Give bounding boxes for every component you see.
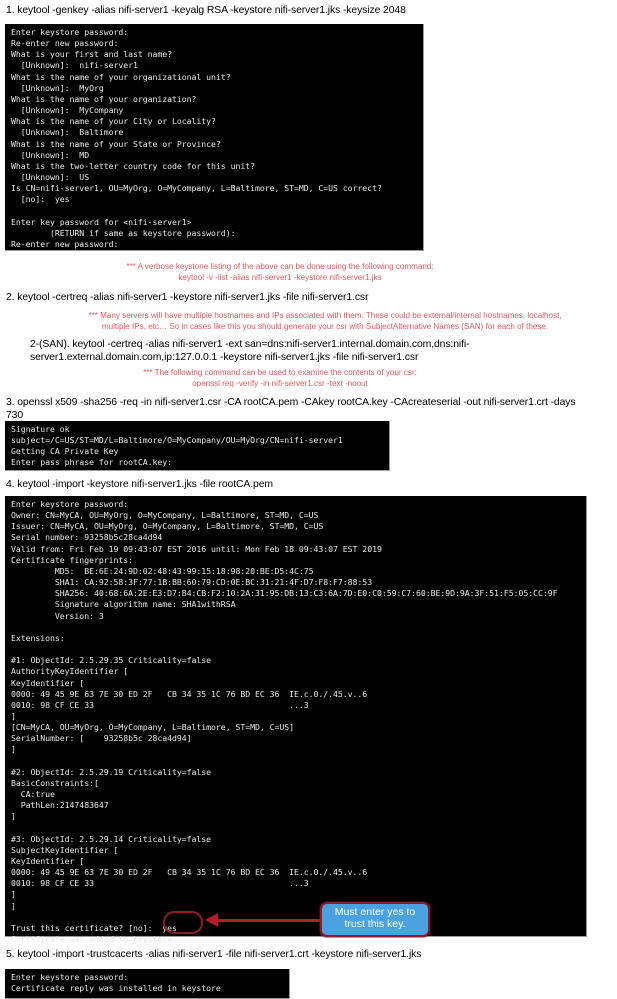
- note-2: [36, 311, 614, 332]
- terminal-line: Enter keystore password:: [11, 27, 129, 37]
- terminal-line: SHA256: 40:68:6A:2E:E3:D7:B4:CB:F2:10:2A:31:95:DB:13:C3:6A:7D:E0:C0:59:C7:60:BE:9D:9A:3F:51:F5:05:CC:9F: [11, 588, 558, 599]
- terminal-line: Is CN=nifi-server1, OU=MyOrg, O=MyCompany, L=Baltimore, ST=MD, C=US correct?: [11, 183, 382, 194]
- terminal-line: SubjectKeyIdentifier [: [11, 844, 119, 855]
- terminal-line: [11, 756, 582, 767]
- note-1: [30, 262, 530, 283]
- terminal-line: ]: [11, 889, 16, 900]
- note-1-line-1: *** A verbose keystone listing of the above can be done using the following command:: [126, 262, 434, 271]
- terminal-line: 0000: 49 45 9E 63 7E 30 ED 2F CB 34 35 1C 76 BD EC 36 IE.c.0./.45.v..6: [11, 867, 368, 878]
- step-5-command-heading: [0, 948, 617, 961]
- terminal-line: Owner: CN=MyCA, OU=MyOrg, O=MyCompany, L=Baltimore, ST=MD, C=US: [11, 510, 319, 521]
- callout-arrow-head: [205, 913, 218, 927]
- terminal-line: [11, 206, 419, 217]
- terminal-line: #1: ObjectId: 2.5.29.35 Criticality=false: [11, 655, 212, 666]
- terminal-line: [11, 823, 582, 834]
- terminal-line: What is the name of your City or Locality?: [11, 116, 216, 127]
- terminal-line: Re-enter new password:: [11, 238, 119, 249]
- terminal-line: #2: ObjectId: 2.5.29.19 Criticality=false: [11, 766, 212, 777]
- terminal-line: Signature ok: [11, 424, 70, 434]
- terminal-line: Extensions:: [11, 632, 65, 643]
- terminal-line: [Unknown]: MyOrg: [11, 82, 104, 93]
- step-2-command-text: 2. keytool -certreq -alias nifi-server1 -keystore nifi-server1.jks -file nifi-server1.csr: [6, 292, 369, 303]
- terminal-line: [Unknown]: Baltimore: [11, 127, 124, 138]
- terminal-line: What is the name of your organizational unit?: [11, 71, 231, 82]
- callout-arrow-shaft: [218, 919, 321, 922]
- step-3-command-text: 3. openssl x509 -sha256 -req -in nifi-server1.csr -CA rootCA.pem -CAkey rootCA.key -CAcreateserial -out nifi-server1.crt -days 730: [6, 397, 576, 421]
- step-4-command-text: 4. keytool -import -keystore nifi-server1.jks -file rootCA.pem: [6, 479, 273, 490]
- step-1-command-text: 1. keytool -genkey -alias nifi-server1 -keyalg RSA -keystore nifi-server1.jks -keysize 2048: [6, 5, 406, 16]
- terminal-line: 0010: 98 CF CE 33 ...3: [11, 699, 309, 710]
- terminal-line: MD5: BE:6E:24:9D:02:48:43:99:15:18:98:20:BE:D5:4C:75: [11, 565, 314, 576]
- terminal-line: Serial number: 93258b5c28ca4d94: [11, 532, 163, 543]
- note-1-line-2: keytool -v -list -alias nifi-server1 -keystore nifi-server1.jks: [178, 272, 382, 282]
- terminal-line: BasicConstraints:[: [11, 777, 99, 788]
- terminal-line: Re-enter new password:: [11, 38, 119, 49]
- terminal-line: Certificate fingerprints:: [11, 554, 133, 565]
- terminal-line: Enter keystore password:: [11, 972, 129, 982]
- terminal-line: SHA1: CA:92:58:3F:77:1B:BB:60:79:CD:0E:BC:31:21:4F:D7:F8:F7:88:53: [11, 577, 373, 588]
- terminal-line: Valid from: Fri Feb 19 09:43:07 EST 2016 until: Mon Feb 18 09:43:07 EST 2019: [11, 543, 382, 554]
- terminal-line: 0000: 49 45 9E 63 7E 30 ED 2F CB 34 35 1C 76 BD EC 36 IE.c.0./.45.v..6: [11, 688, 368, 699]
- step-2-san-command-text: 2-(SAN). keytool -certreq -alias nifi-server1 -ext san=dns:nifi-server1.internal.domain.com,dns:nifi-server1.external.domain.com,ip:127.0.0.1 -keystore nifi-server1.jks -file nifi-server1.csr: [30, 339, 470, 363]
- terminal-line: ]: [11, 900, 16, 911]
- terminal-line: Signature algorithm name: SHA1withRSA: [11, 599, 236, 610]
- terminal-line: Issuer: CN=MyCA, OU=MyOrg, O=MyCompany, L=Baltimore, ST=MD, C=US: [11, 521, 324, 532]
- terminal-line: [Unknown]: MD: [11, 149, 90, 160]
- terminal-line: subject=/C=US/ST=MD/L=Baltimore/O=MyCompany/OU=MyOrg/CN=nifi-server1: [11, 435, 343, 446]
- step-2-san-command-heading: [0, 338, 601, 364]
- terminal-line: CA:true: [11, 789, 55, 800]
- terminal-line: Enter keystore password:: [11, 499, 129, 509]
- terminal-line: ]: [11, 744, 16, 755]
- callout-line-1: Must enter yes to: [334, 906, 416, 918]
- terminal-line: [11, 622, 582, 633]
- yes-answer-highlight: [163, 911, 203, 934]
- terminal-line: Getting CA Private Key: [11, 446, 119, 457]
- note-3: [30, 368, 530, 389]
- terminal-line: Enter pass phrase for rootCA.key:: [11, 457, 173, 468]
- terminal-line: Certificate reply was installed in keystore: [11, 983, 221, 994]
- terminal-line: [Unknown]: nifi-server1: [11, 60, 138, 71]
- callout-line-2: trust this key.: [344, 918, 406, 931]
- terminal-line: AuthorityKeyIdentifier [: [11, 666, 129, 677]
- terminal-output-4: [5, 496, 587, 945]
- terminal-line: What is the name of your State or Province?: [11, 138, 221, 149]
- note-2-line-1: *** Many servers will have multiple hostnames and IPs associated with them. These could be external/internal hostnames, localhost,: [88, 311, 562, 320]
- terminal-line: ]: [11, 811, 16, 822]
- terminal-line: (RETURN if same as keystore password):: [11, 227, 236, 238]
- terminal-line: [no]: yes: [11, 194, 70, 205]
- terminal-line: [11, 644, 582, 655]
- note-3-line-2: openssl req -verify -in nifi-server1.csr -text -noout: [192, 378, 368, 388]
- step-3-command-heading: [0, 396, 595, 422]
- terminal-line: KeyIdentifier [: [11, 856, 85, 866]
- terminal-line: [Unknown]: US: [11, 172, 90, 183]
- terminal-line: What is your first and last name?: [11, 49, 173, 60]
- terminal-line: What is the name of your organization?: [11, 93, 197, 104]
- terminal-line: PathLen:2147483647: [11, 800, 109, 811]
- terminal-line: Enter key password for <nifi-server1>: [11, 216, 192, 227]
- terminal-line: [CN=MyCA, OU=MyOrg, O=MyCompany, L=Baltimore, ST=MD, C=US]: [11, 722, 294, 733]
- terminal-line: Trust this certificate? [no]: yes: [11, 922, 177, 933]
- terminal-output-3: [5, 421, 390, 471]
- note-3-line-1: *** The following command can be used to examine the contents of your csr:: [143, 368, 417, 377]
- step-1-command-heading: [0, 4, 617, 17]
- terminal-line: ]: [11, 710, 16, 721]
- step-2-command-heading: [0, 291, 617, 304]
- terminal-line: 0010: 98 CF CE 33 ...3: [11, 878, 309, 889]
- terminal-line: SerialNumber: [ 93258b5c 28ca4d94]: [11, 733, 192, 744]
- trust-key-callout: [320, 902, 430, 937]
- terminal-line: [Unknown]: MyCompany: [11, 105, 124, 116]
- terminal-line: Version: 3: [11, 610, 104, 621]
- step-4-command-heading: [0, 478, 617, 491]
- terminal-line: KeyIdentifier [: [11, 677, 85, 688]
- step-5-command-text: 5. keytool -import -trustcacerts -alias nifi-server1 -file nifi-server1.crt -keystore nifi-server1.jks: [6, 949, 422, 960]
- note-2-line-2: multiple IPs, etc… So in cases like this you should generate your csr with SubjectAlternative Names (SAN) for each of these.: [101, 321, 549, 331]
- terminal-line: Certificate was added to keystore: [11, 934, 173, 945]
- terminal-line: #3: ObjectId: 2.5.29.14 Criticality=false: [11, 833, 212, 844]
- terminal-output-1: [5, 24, 424, 251]
- terminal-output-5: [5, 969, 290, 999]
- terminal-line: What is the two-letter country code for this unit?: [11, 160, 255, 171]
